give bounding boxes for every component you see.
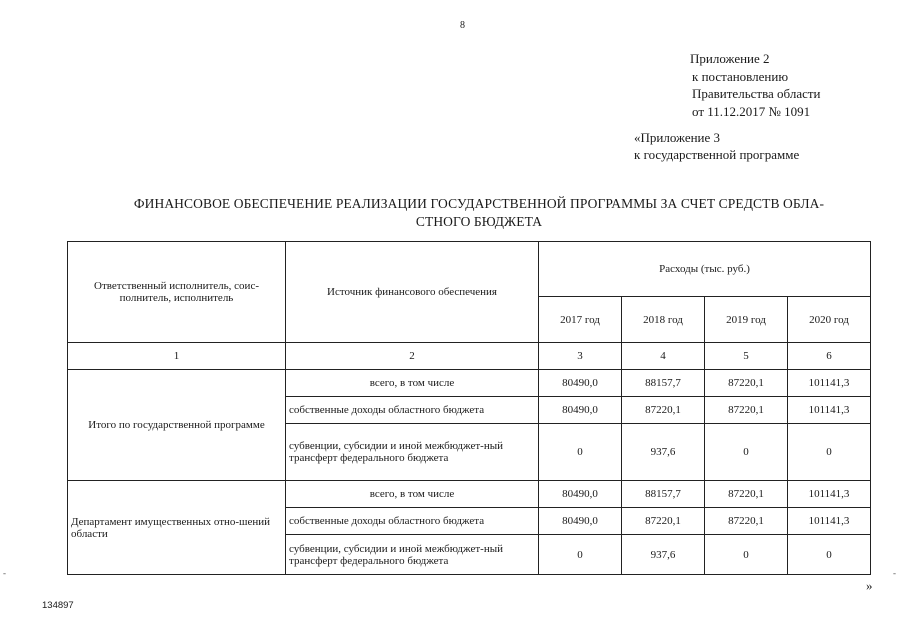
header-year: 2017 год <box>539 297 622 343</box>
header-year: 2018 год <box>622 297 705 343</box>
column-number: 3 <box>539 343 622 370</box>
column-number: 2 <box>286 343 539 370</box>
value-cell: 88157,7 <box>622 370 705 397</box>
value-cell: 0 <box>539 424 622 481</box>
appendix-reference <box>634 129 799 163</box>
page-number: 8 <box>460 20 465 31</box>
source-cell: собственные доходы областного бюджета <box>286 397 539 424</box>
value-cell: 101141,3 <box>788 397 871 424</box>
appendix-line: Правительства области <box>692 86 821 101</box>
value-cell: 87220,1 <box>622 397 705 424</box>
value-cell: 80490,0 <box>539 481 622 508</box>
column-number: 1 <box>68 343 286 370</box>
column-number: 5 <box>705 343 788 370</box>
title-line: ФИНАНСОВОЕ ОБЕСПЕЧЕНИЕ РЕАЛИЗАЦИИ ГОСУДАРСТВЕННОЙ ПРОГРАММЫ ЗА СЧЕТ СРЕДСТВ ОБЛА- <box>133 196 825 211</box>
value-cell: 87220,1 <box>705 481 788 508</box>
document-code: 134897 <box>42 600 74 611</box>
value-cell: 0 <box>539 535 622 575</box>
appendix-ref-line: «Приложение 3 <box>634 130 721 145</box>
column-number: 4 <box>622 343 705 370</box>
value-cell: 101141,3 <box>788 370 871 397</box>
appendix-line: Приложение 2 <box>690 51 770 66</box>
source-cell: субвенции, субсидии и иной межбюджет-ный трансферт федерального бюджета <box>286 424 539 481</box>
finance-table <box>67 241 871 575</box>
value-cell: 87220,1 <box>705 370 788 397</box>
appendix-line: к постановлению <box>692 68 789 84</box>
header-year: 2020 год <box>788 297 871 343</box>
appendix-line: от 11.12.2017 № 1091 <box>692 103 811 119</box>
value-cell: 87220,1 <box>705 508 788 535</box>
document-title <box>92 195 866 231</box>
appendix-block <box>690 50 821 120</box>
value-cell: 80490,0 <box>539 370 622 397</box>
appendix-ref-line: к государственной программе <box>634 147 800 162</box>
header-source: Источник финансового обеспечения <box>286 242 539 343</box>
value-cell: 101141,3 <box>788 481 871 508</box>
source-cell: всего, в том числе <box>286 481 539 508</box>
value-cell: 80490,0 <box>539 397 622 424</box>
value-cell: 937,6 <box>622 535 705 575</box>
value-cell: 101141,3 <box>788 508 871 535</box>
header-responsible: Ответственный исполнитель, соис-полнитель, исполнитель <box>68 242 286 343</box>
margin-mark-right: - <box>893 568 896 578</box>
source-cell: субвенции, субсидии и иной межбюджет-ный трансферт федерального бюджета <box>286 535 539 575</box>
source-cell: собственные доходы областного бюджета <box>286 508 539 535</box>
column-number: 6 <box>788 343 871 370</box>
table-row <box>68 370 871 397</box>
title-line: СТНОГО БЮДЖЕТА <box>415 214 543 229</box>
value-cell: 937,6 <box>622 424 705 481</box>
group-name: Итого по государственной программе <box>68 370 286 481</box>
value-cell: 0 <box>705 424 788 481</box>
value-cell: 0 <box>705 535 788 575</box>
value-cell: 88157,7 <box>622 481 705 508</box>
source-cell: всего, в том числе <box>286 370 539 397</box>
value-cell: 0 <box>788 424 871 481</box>
header-expenses: Расходы (тыс. руб.) <box>539 242 871 297</box>
group-name: Департамент имущественных отно-шений области <box>68 481 286 575</box>
value-cell: 80490,0 <box>539 508 622 535</box>
header-year: 2019 год <box>705 297 788 343</box>
value-cell: 87220,1 <box>622 508 705 535</box>
closing-quote: » <box>866 578 873 593</box>
table-row <box>68 481 871 508</box>
value-cell: 87220,1 <box>705 397 788 424</box>
margin-mark-left: - <box>3 568 6 578</box>
value-cell: 0 <box>788 535 871 575</box>
